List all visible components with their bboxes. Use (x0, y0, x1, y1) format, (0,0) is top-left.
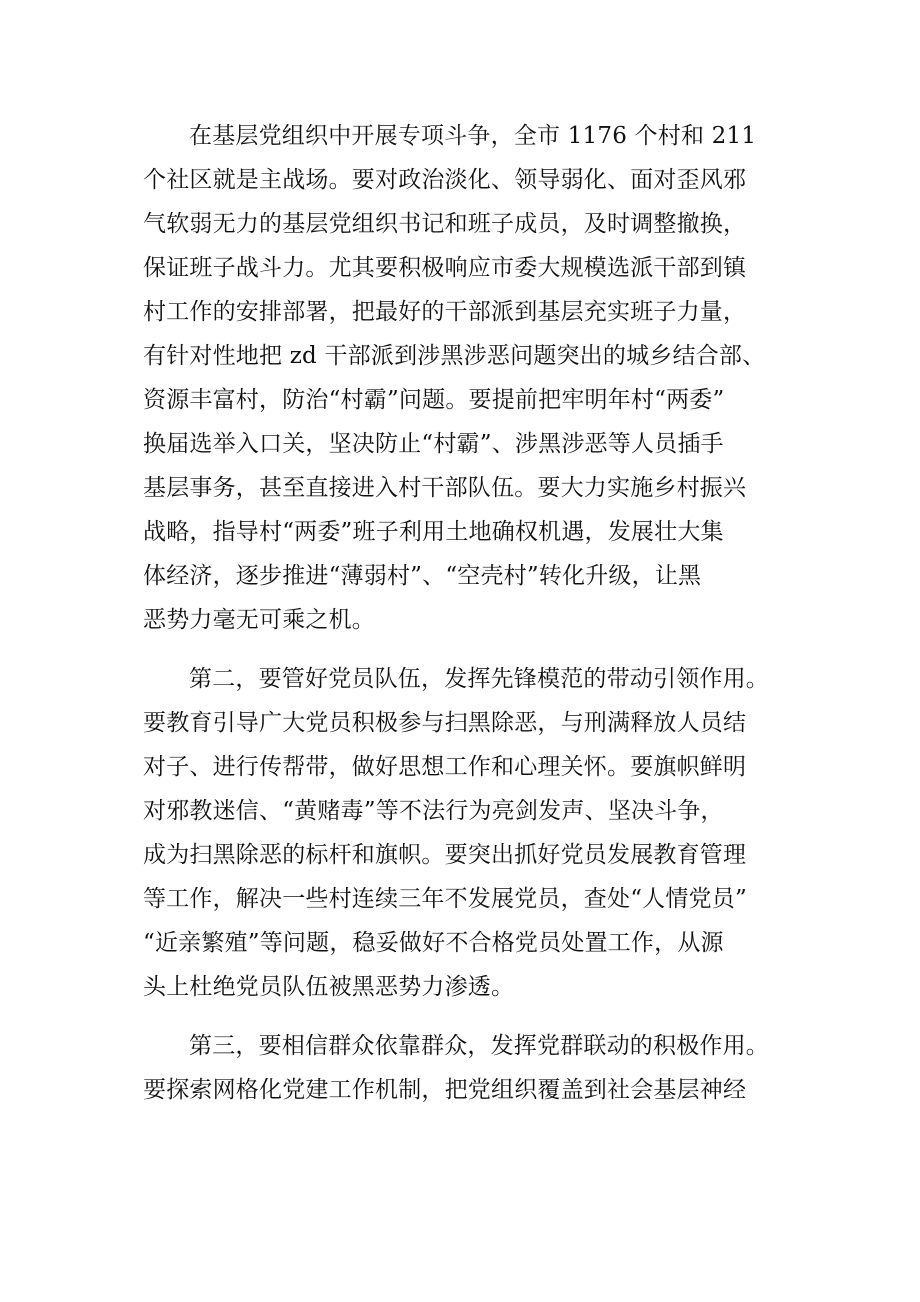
text-line: 对子、进行传帮带，做好思想工作和心理关怀。要旗帜鲜明 (143, 754, 747, 780)
text-line: 战略，指导村“两委”班子利用土地确权机遇，发展壮大集 (143, 519, 724, 545)
text-line: 基层事务，甚至直接进入村干部队伍。要大力实施乡村振兴 (143, 475, 747, 501)
text-line: 体经济，逐步推进“薄弱村”、“空壳村”转化升级，让黑 (143, 563, 702, 589)
text-line: 头上杜绝党员队伍被黑恶势力渗透。 (143, 974, 515, 1000)
text-line: 有针对性地把 zd 干部派到涉黑涉恶问题突出的城乡结合部、 (143, 343, 766, 369)
text-line: 村工作的安排部署，把最好的干部派到基层充实班子力量， (143, 299, 747, 325)
text-line: 在基层党组织中开展专项斗争，全市 1176 个村和 211 (189, 123, 757, 149)
text-line: 恶势力毫无可乘之机。 (143, 607, 375, 633)
text-line: 换届选举入口关，坚决防止“村霸”、涉黑涉恶等人员插手 (143, 431, 724, 457)
paragraph-1 (143, 114, 783, 642)
text-line: “近亲繁殖”等问题，稳妥做好不合格党员处置工作，从源 (143, 930, 724, 956)
text-line: 气软弱无力的基层党组织书记和班子成员，及时调整撤换， (143, 211, 747, 237)
text-line: 第三，要相信群众依靠群众，发挥党群联动的积极作用。 (189, 1033, 769, 1059)
paragraph-3 (143, 1024, 783, 1112)
text-line: 成为扫黑除恶的标杆和旗帜。要突出抓好党员发展教育管理 (143, 842, 747, 868)
text-line: 等工作，解决一些村连续三年不发展党员，查处“人情党员” (143, 886, 747, 912)
text-line: 资源丰富村，防治“村霸”问题。要提前把牢明年村“两委” (143, 387, 725, 413)
text-line: 个社区就是主战场。要对政治淡化、领导弱化、面对歪风邪 (143, 167, 747, 193)
text-line: 要教育引导广大党员积极参与扫黑除恶，与刑满释放人员结 (143, 710, 747, 736)
text-line: 对邪教迷信、“黄赌毒”等不法行为亮剑发声、坚决斗争， (143, 798, 724, 824)
document-body (143, 114, 783, 1112)
text-line: 要探索网格化党建工作机制，把党组织覆盖到社会基层神经 (143, 1077, 747, 1103)
text-line: 第二，要管好党员队伍，发挥先锋模范的带动引领作用。 (189, 666, 769, 692)
text-line: 保证班子战斗力。尤其要积极响应市委大规模选派干部到镇 (143, 255, 747, 281)
paragraph-2 (143, 657, 783, 1009)
